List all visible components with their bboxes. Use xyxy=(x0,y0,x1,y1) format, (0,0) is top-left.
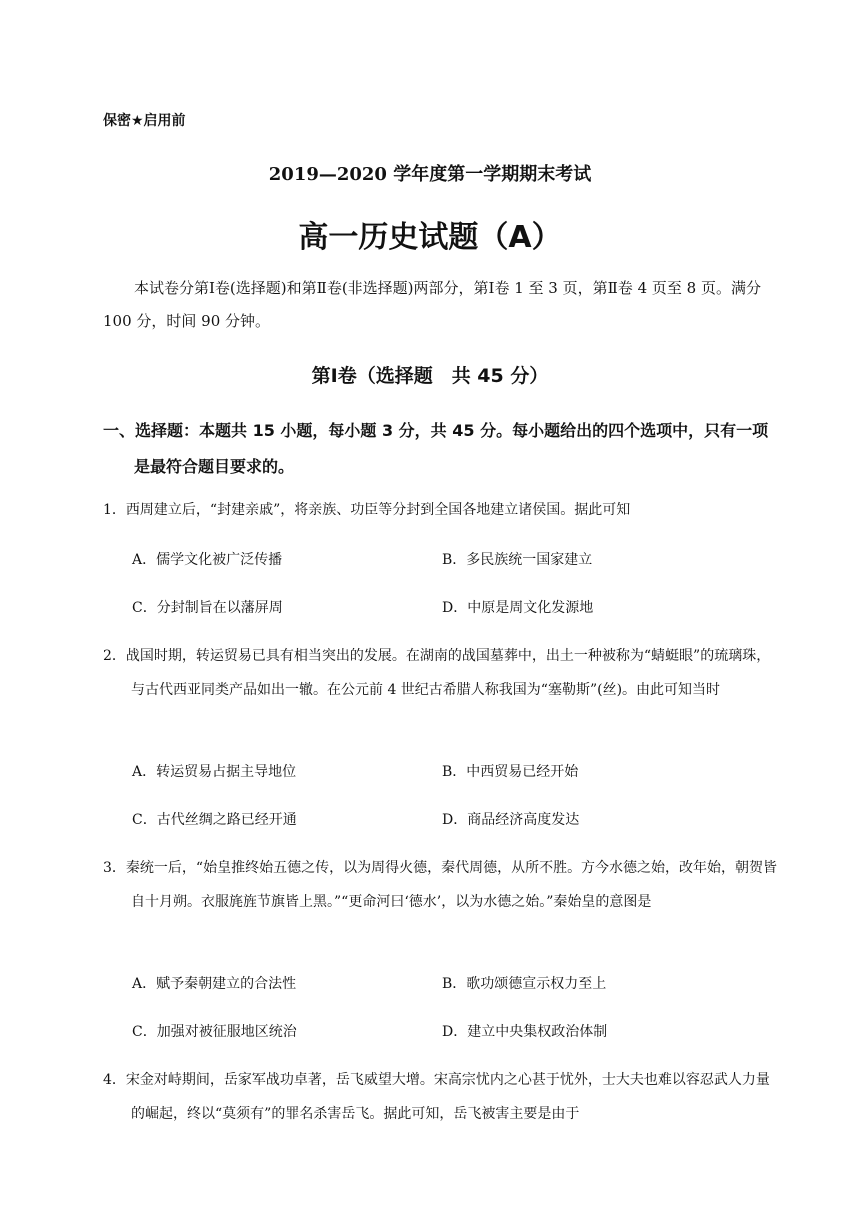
question-2-stem: 2．战国时期，转运贸易已具有相当突出的发展。在湖南的战国墓葬中，出土一种被称为“蜻蜓眼”的琉璃珠，与古代西亚同类产品如出一辙。在公元前 4 世纪古希腊人称我国为“塞勒斯”(丝)。由此可知当时 xyxy=(103,648,771,698)
question-2-option-d: D．商品经济高度发达 xyxy=(442,812,580,828)
question-1-option-d: D．中原是周文化发源地 xyxy=(442,600,594,616)
question-1-stem: 1．西周建立后，“封建亲戚”，将亲族、功臣等分封到全国各地建立诸侯国。据此可知 xyxy=(103,502,631,518)
exam-title: 2019—2020 学年度第一学期期末考试 xyxy=(268,164,592,185)
confidential-label: 保密★启用前 xyxy=(103,113,186,129)
question-1-option-c: C．分封制旨在以藩屏周 xyxy=(132,600,283,616)
question-3-option-d: D．建立中央集权政治体制 xyxy=(442,1024,608,1040)
question-3-option-c: C．加强对被征服地区统治 xyxy=(132,1024,297,1040)
question-3-option-a: A．赋予秦朝建立的合法性 xyxy=(132,976,297,992)
question-1-option-a: A．儒学文化被广泛传播 xyxy=(132,552,283,568)
section-title: 一、选择题：本题共 15 小题，每小题 3 分，共 45 分。每小题给出的四个选项中，只有一项是最符合题目要求的。 xyxy=(103,421,769,476)
question-3-option-b: B．歌功颂德宣示权力至上 xyxy=(442,976,607,992)
question-1-option-b: B．多民族统一国家建立 xyxy=(442,552,593,568)
exam-instructions: 本试卷分第Ⅰ卷(选择题)和第Ⅱ卷(非选择题)两部分，第Ⅰ卷 1 至 3 页，第Ⅱ卷 4 页至 8 页。满分 100 分，时间 90 分钟。 xyxy=(103,279,761,330)
question-2-option-b: B．中西贸易已经开始 xyxy=(442,764,579,780)
part-one-title: 第Ⅰ卷（选择题 共 45 分） xyxy=(311,365,549,387)
question-4-stem: 4．宋金对峙期间，岳家军战功卓著，岳飞威望大增。宋高宗忧内之心甚于忧外，士大夫也难以容忍武人力量的崛起，终以“莫须有”的罪名杀害岳飞。据此可知，岳飞被害主要是由于 xyxy=(103,1072,770,1122)
question-3-stem: 3．秦统一后，“始皇推终始五德之传，以为周得火德，秦代周德，从所不胜。方今水德之始，改年始，朝贺皆自十月朔。衣服旄旌节旗皆上黑。”“更命河曰‘德水’，以为水德之始。”秦始皇的意图是 xyxy=(103,860,778,910)
subject-title: 高一历史试题（A） xyxy=(298,220,562,255)
question-2-option-a: A．转运贸易占据主导地位 xyxy=(132,764,297,780)
question-2-option-c: C．古代丝绸之路已经开通 xyxy=(132,812,297,828)
